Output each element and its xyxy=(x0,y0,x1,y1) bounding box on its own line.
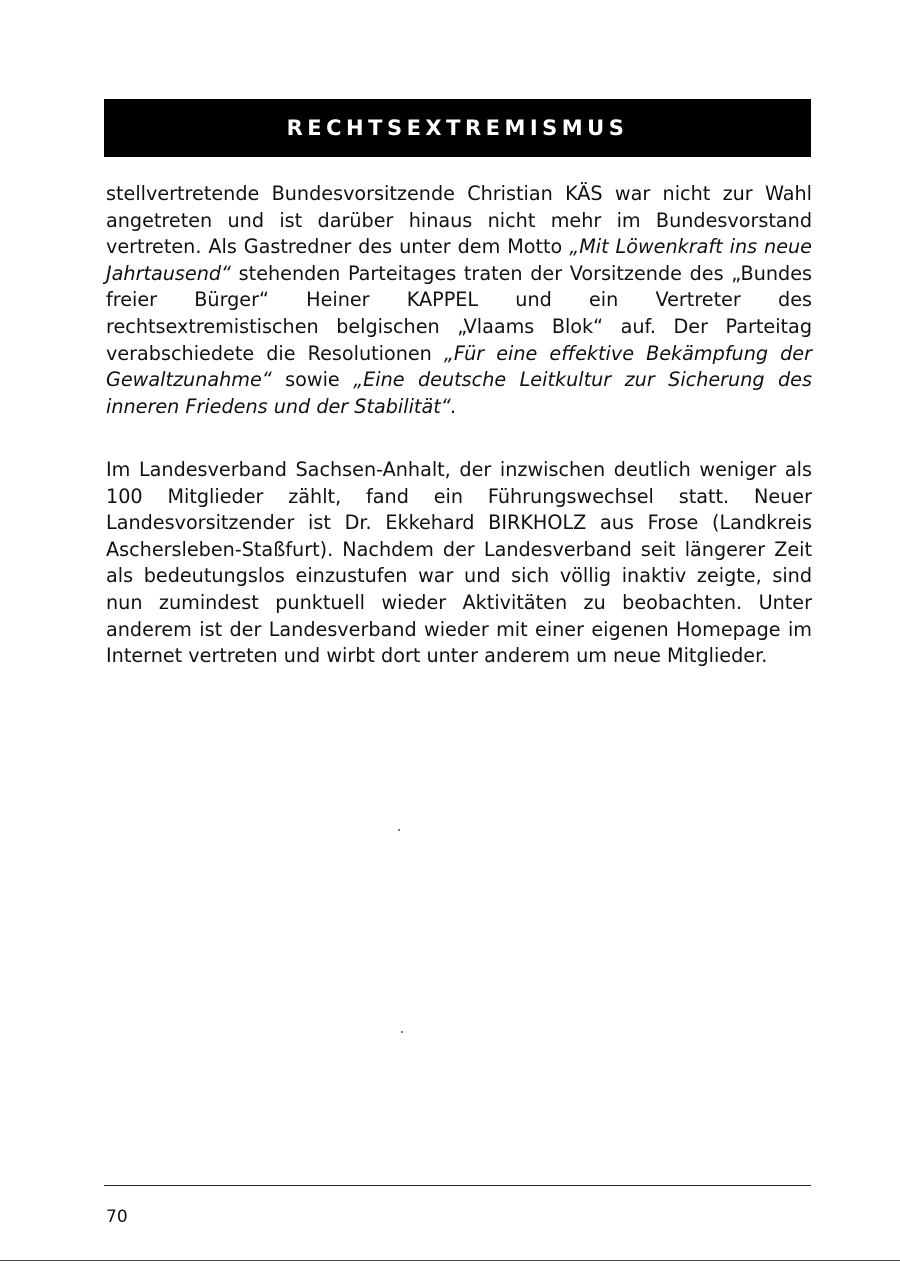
paragraph-segment: stellvertretende Bundesvorsitzende Christian KÄS war nicht zur Wahl angetreten und ist darüber hinaus nicht mehr im Bundesvorstand vertreten. Als Gastredner des unter dem Motto xyxy=(106,182,812,259)
page-bottom-edge xyxy=(0,1260,900,1261)
paragraph-segment: Im Landesverband Sachsen-Anhalt, der inzwischen deutlich weniger als 100 Mitglieder zählt, fand ein Führungswechsel statt. Neuer Landesvorsitzender ist Dr. Ekkehard BIRKHOLZ aus Frose (Landkreis Aschersleben-Staßfurt). Nachdem der Landesverband seit längerer Zeit als bedeutungslos einzustufen war und sich völlig inaktiv zeigte, sind nun zumindest punktuell wieder Aktivitäten zu beobachten. Unter anderem ist der Landesverband wieder mit einer eigenen Homepage im Internet vertreten und wirbt dort unter anderem um neue Mitglieder. xyxy=(106,458,812,668)
paragraph-segment: stehenden Parteitages traten der Vorsitzende des „Bundes freier Bürger“ Heiner KAPPEL und ein Vertreter des rechtsextremistischen belgischen „Vlaams Blok“ auf. Der Parteitag verabschiedete die Resolutionen xyxy=(106,261,812,365)
body-paragraph-1 xyxy=(106,181,812,420)
section-title: RECHTSEXTREMISMUS xyxy=(286,116,629,140)
scan-speck xyxy=(398,829,400,831)
section-header-bar xyxy=(104,99,811,157)
body-paragraph-2 xyxy=(106,457,812,670)
paragraph-segment: sowie xyxy=(271,368,354,392)
paragraph-segment-italic: „Mit Löwenkraft ins neue Jahrtausend“ xyxy=(106,235,812,285)
paragraph-segment-italic: „Eine deutsche Leitkultur zur Sicherung des inneren Friedens und der Stabilität“. xyxy=(106,368,812,418)
footer-divider xyxy=(104,1185,811,1186)
paragraph-segment-italic: „Für eine effektive Bekämpfung der Gewaltzunahme“ xyxy=(106,341,812,392)
page-number: 70 xyxy=(106,1207,128,1227)
scan-speck xyxy=(401,1031,403,1033)
